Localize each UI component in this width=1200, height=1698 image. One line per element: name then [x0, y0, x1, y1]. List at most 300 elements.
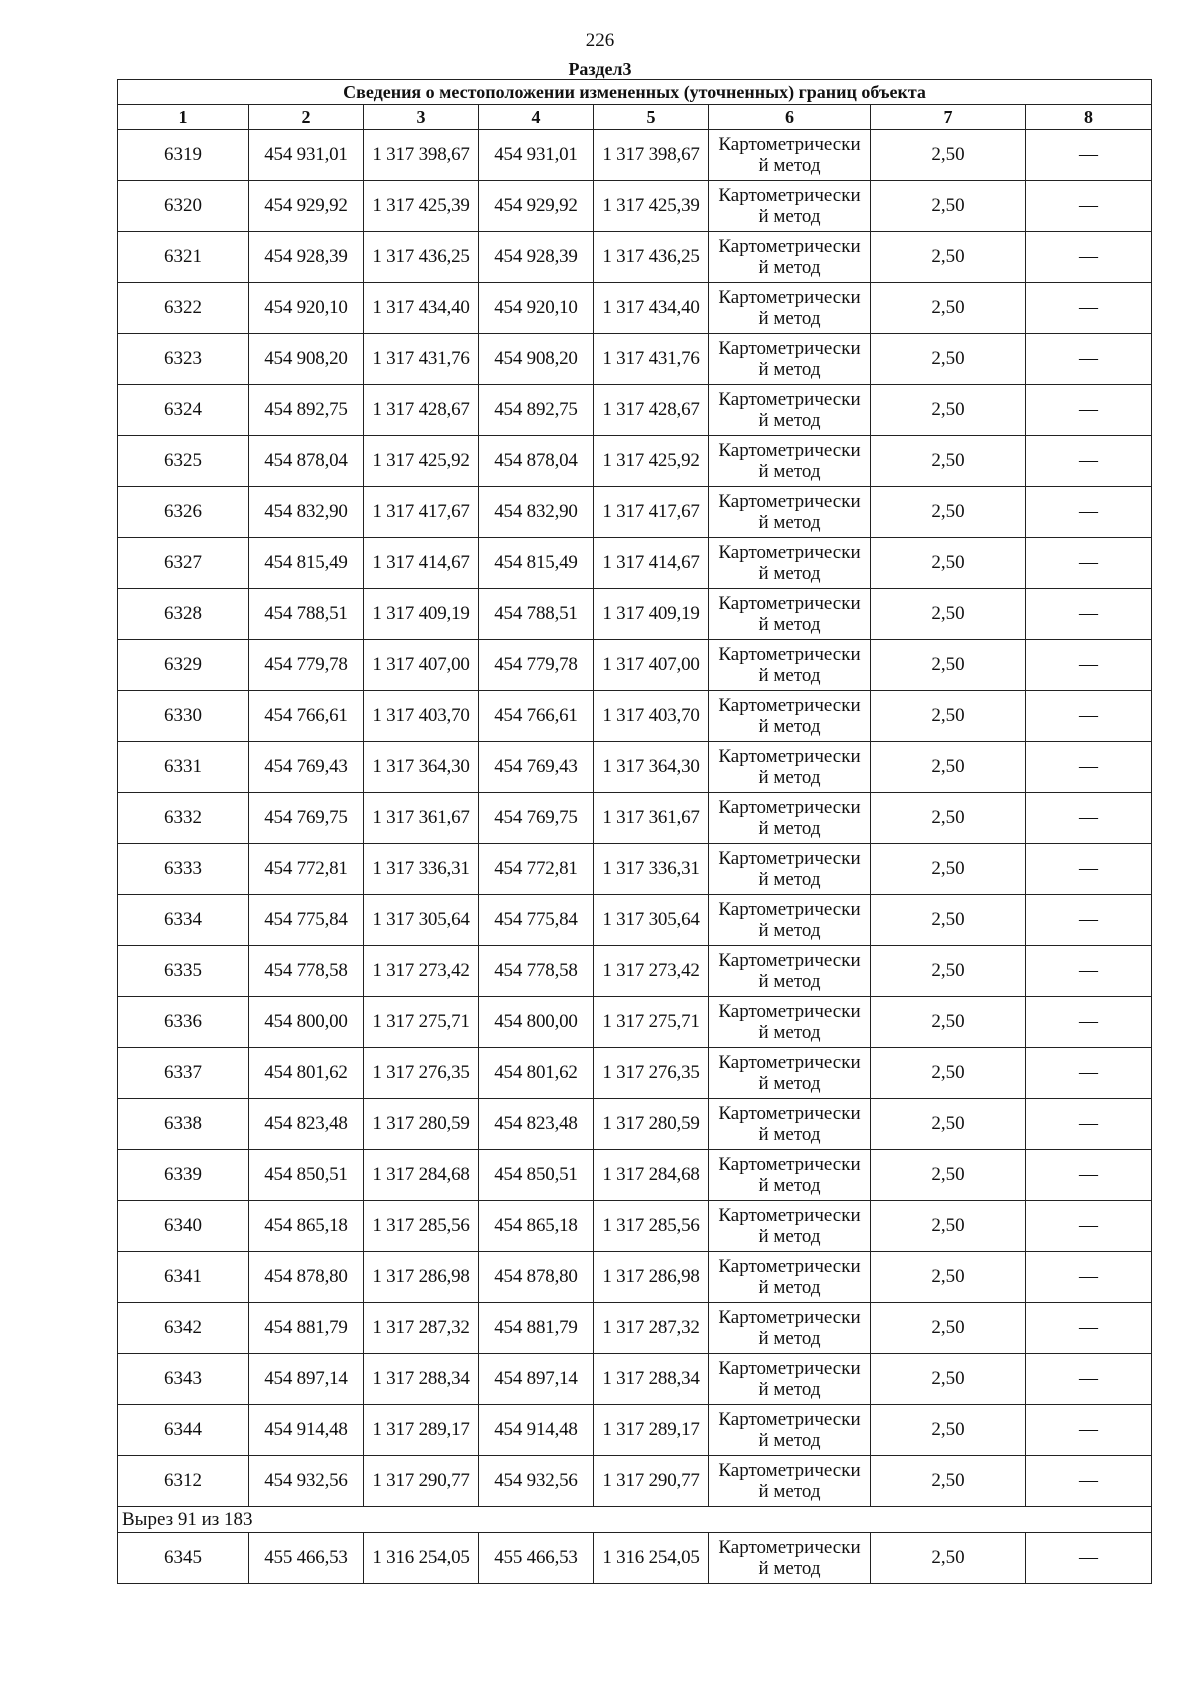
table-row [118, 1252, 1152, 1303]
method-line-1: Картометрически [718, 1205, 861, 1226]
method-line-1: Картометрически [718, 542, 861, 563]
y-old-cell: 1 317 284,68 [364, 1150, 479, 1201]
method-cell [709, 1252, 871, 1303]
table-row [118, 1303, 1152, 1354]
point-number: 6337 [118, 1048, 249, 1099]
method-cell [709, 1405, 871, 1456]
x-new-cell: 454 832,90 [479, 487, 594, 538]
y-old-cell: 1 317 417,67 [364, 487, 479, 538]
point-number: 6330 [118, 691, 249, 742]
accuracy-cell: 2,50 [871, 844, 1026, 895]
x-new-cell: 454 850,51 [479, 1150, 594, 1201]
method-line-1: Картометрически [718, 695, 861, 716]
accuracy-cell: 2,50 [871, 691, 1026, 742]
accuracy-cell: 2,50 [871, 742, 1026, 793]
x-old-cell: 454 823,48 [249, 1099, 364, 1150]
x-new-cell: 454 929,92 [479, 181, 594, 232]
point-number: 6332 [118, 793, 249, 844]
accuracy-cell: 2,50 [871, 130, 1026, 181]
table-row [118, 1201, 1152, 1252]
method-line-1: Картометрически [718, 1103, 861, 1124]
method-cell [709, 1354, 871, 1405]
method-line-2: й метод [758, 614, 821, 635]
point-number: 6336 [118, 997, 249, 1048]
y-new-cell: 1 317 289,17 [594, 1405, 709, 1456]
method-cell [709, 1048, 871, 1099]
x-new-cell: 454 932,56 [479, 1456, 594, 1507]
table-row [118, 1354, 1152, 1405]
extra-cell: — [1026, 385, 1152, 436]
y-new-cell: 1 317 425,92 [594, 436, 709, 487]
accuracy-cell: 2,50 [871, 895, 1026, 946]
accuracy-cell: 2,50 [871, 283, 1026, 334]
method-line-1: Картометрически [718, 338, 861, 359]
y-new-cell: 1 317 305,64 [594, 895, 709, 946]
method-cell [709, 844, 871, 895]
method-line-2: й метод [758, 461, 821, 482]
extra-cell: — [1026, 130, 1152, 181]
x-new-cell: 455 466,53 [479, 1533, 594, 1584]
extra-cell: — [1026, 1201, 1152, 1252]
table-row [118, 181, 1152, 232]
x-new-cell: 454 914,48 [479, 1405, 594, 1456]
table-row [118, 436, 1152, 487]
y-old-cell: 1 317 290,77 [364, 1456, 479, 1507]
method-cell [709, 1303, 871, 1354]
x-new-cell: 454 772,81 [479, 844, 594, 895]
x-old-cell: 454 865,18 [249, 1201, 364, 1252]
x-new-cell: 454 878,04 [479, 436, 594, 487]
x-old-cell: 454 897,14 [249, 1354, 364, 1405]
table-row [118, 538, 1152, 589]
extra-cell: — [1026, 742, 1152, 793]
method-cell [709, 997, 871, 1048]
y-old-cell: 1 317 275,71 [364, 997, 479, 1048]
point-number: 6341 [118, 1252, 249, 1303]
method-line-1: Картометрически [718, 1460, 861, 1481]
x-old-cell: 454 800,00 [249, 997, 364, 1048]
point-number: 6320 [118, 181, 249, 232]
method-line-1: Картометрически [718, 185, 861, 206]
method-line-2: й метод [758, 257, 821, 278]
column-number: 3 [364, 105, 479, 130]
method-line-1: Картометрически [718, 440, 861, 461]
method-cell [709, 334, 871, 385]
table-row [118, 997, 1152, 1048]
method-cell [709, 1201, 871, 1252]
column-number: 4 [479, 105, 594, 130]
table-row [118, 232, 1152, 283]
method-line-1: Картометрически [718, 134, 861, 155]
y-old-cell: 1 317 398,67 [364, 130, 479, 181]
x-new-cell: 454 931,01 [479, 130, 594, 181]
x-old-cell: 454 881,79 [249, 1303, 364, 1354]
x-old-cell: 454 766,61 [249, 691, 364, 742]
y-new-cell: 1 317 290,77 [594, 1456, 709, 1507]
x-new-cell: 454 865,18 [479, 1201, 594, 1252]
y-old-cell: 1 317 409,19 [364, 589, 479, 640]
extra-cell: — [1026, 946, 1152, 997]
y-old-cell: 1 317 407,00 [364, 640, 479, 691]
point-number: 6342 [118, 1303, 249, 1354]
method-line-2: й метод [758, 818, 821, 839]
y-new-cell: 1 317 398,67 [594, 130, 709, 181]
y-old-cell: 1 317 280,59 [364, 1099, 479, 1150]
extra-cell: — [1026, 1533, 1152, 1584]
accuracy-cell: 2,50 [871, 1150, 1026, 1201]
extra-cell: — [1026, 1354, 1152, 1405]
y-old-cell: 1 317 434,40 [364, 283, 479, 334]
column-number-row [118, 105, 1152, 130]
point-number: 6323 [118, 334, 249, 385]
y-new-cell: 1 317 431,76 [594, 334, 709, 385]
x-old-cell: 455 466,53 [249, 1533, 364, 1584]
method-cell [709, 1456, 871, 1507]
x-old-cell: 454 850,51 [249, 1150, 364, 1201]
accuracy-cell: 2,50 [871, 334, 1026, 385]
table-row [118, 844, 1152, 895]
column-number: 1 [118, 105, 249, 130]
method-cell [709, 691, 871, 742]
method-line-2: й метод [758, 1481, 821, 1502]
y-new-cell: 1 317 276,35 [594, 1048, 709, 1099]
column-number: 6 [709, 105, 871, 130]
point-number: 6344 [118, 1405, 249, 1456]
extra-cell: — [1026, 487, 1152, 538]
method-line-2: й метод [758, 1328, 821, 1349]
column-number: 5 [594, 105, 709, 130]
method-line-2: й метод [758, 1430, 821, 1451]
method-cell [709, 946, 871, 997]
y-new-cell: 1 317 284,68 [594, 1150, 709, 1201]
point-number: 6331 [118, 742, 249, 793]
x-new-cell: 454 801,62 [479, 1048, 594, 1099]
extra-cell: — [1026, 589, 1152, 640]
x-old-cell: 454 788,51 [249, 589, 364, 640]
extra-cell: — [1026, 844, 1152, 895]
table-row [118, 1533, 1152, 1584]
point-number: 6321 [118, 232, 249, 283]
y-old-cell: 1 317 288,34 [364, 1354, 479, 1405]
y-old-cell: 1 317 276,35 [364, 1048, 479, 1099]
method-line-2: й метод [758, 665, 821, 686]
table-row [118, 1150, 1152, 1201]
accuracy-cell: 2,50 [871, 385, 1026, 436]
table-row [118, 334, 1152, 385]
accuracy-cell: 2,50 [871, 181, 1026, 232]
x-new-cell: 454 823,48 [479, 1099, 594, 1150]
method-line-2: й метод [758, 1379, 821, 1400]
accuracy-cell: 2,50 [871, 1201, 1026, 1252]
method-line-1: Картометрически [718, 950, 861, 971]
method-cell [709, 436, 871, 487]
y-new-cell: 1 316 254,05 [594, 1533, 709, 1584]
method-line-2: й метод [758, 1073, 821, 1094]
method-cell [709, 1150, 871, 1201]
column-number: 8 [1026, 105, 1152, 130]
cut-separator-row [118, 1507, 1152, 1533]
accuracy-cell: 2,50 [871, 1533, 1026, 1584]
column-number: 7 [871, 105, 1026, 130]
page-number: 226 [585, 30, 615, 51]
x-new-cell: 454 778,58 [479, 946, 594, 997]
x-old-cell: 454 920,10 [249, 283, 364, 334]
x-old-cell: 454 775,84 [249, 895, 364, 946]
method-cell [709, 793, 871, 844]
extra-cell: — [1026, 1048, 1152, 1099]
point-number: 6327 [118, 538, 249, 589]
column-number: 2 [249, 105, 364, 130]
extra-cell: — [1026, 691, 1152, 742]
method-cell [709, 640, 871, 691]
x-old-cell: 454 931,01 [249, 130, 364, 181]
y-new-cell: 1 317 434,40 [594, 283, 709, 334]
method-cell [709, 538, 871, 589]
method-line-1: Картометрически [718, 1154, 861, 1175]
x-new-cell: 454 908,20 [479, 334, 594, 385]
accuracy-cell: 2,50 [871, 640, 1026, 691]
y-new-cell: 1 317 409,19 [594, 589, 709, 640]
table-row [118, 793, 1152, 844]
method-cell [709, 895, 871, 946]
extra-cell: — [1026, 997, 1152, 1048]
y-old-cell: 1 317 436,25 [364, 232, 479, 283]
y-old-cell: 1 316 254,05 [364, 1533, 479, 1584]
y-new-cell: 1 317 364,30 [594, 742, 709, 793]
y-old-cell: 1 317 361,67 [364, 793, 479, 844]
point-number: 6339 [118, 1150, 249, 1201]
x-old-cell: 454 772,81 [249, 844, 364, 895]
table-row [118, 487, 1152, 538]
x-new-cell: 454 788,51 [479, 589, 594, 640]
accuracy-cell: 2,50 [871, 589, 1026, 640]
y-old-cell: 1 317 285,56 [364, 1201, 479, 1252]
accuracy-cell: 2,50 [871, 793, 1026, 844]
method-line-2: й метод [758, 920, 821, 941]
method-line-1: Картометрически [718, 797, 861, 818]
point-number: 6312 [118, 1456, 249, 1507]
method-line-2: й метод [758, 563, 821, 584]
x-new-cell: 454 769,75 [479, 793, 594, 844]
y-old-cell: 1 317 425,92 [364, 436, 479, 487]
extra-cell: — [1026, 538, 1152, 589]
accuracy-cell: 2,50 [871, 1354, 1026, 1405]
y-new-cell: 1 317 403,70 [594, 691, 709, 742]
y-new-cell: 1 317 407,00 [594, 640, 709, 691]
y-new-cell: 1 317 425,39 [594, 181, 709, 232]
point-number: 6329 [118, 640, 249, 691]
method-line-1: Картометрически [718, 848, 861, 869]
point-number: 6343 [118, 1354, 249, 1405]
x-old-cell: 454 878,04 [249, 436, 364, 487]
extra-cell: — [1026, 283, 1152, 334]
x-new-cell: 454 892,75 [479, 385, 594, 436]
table-caption: Сведения о местоположении измененных (уточненных) границ объекта [118, 80, 1152, 105]
table-row [118, 1048, 1152, 1099]
extra-cell: — [1026, 1252, 1152, 1303]
extra-cell: — [1026, 895, 1152, 946]
method-cell [709, 130, 871, 181]
method-line-1: Картометрически [718, 1001, 861, 1022]
x-new-cell: 454 766,61 [479, 691, 594, 742]
y-new-cell: 1 317 273,42 [594, 946, 709, 997]
point-number: 6324 [118, 385, 249, 436]
accuracy-cell: 2,50 [871, 946, 1026, 997]
method-cell [709, 589, 871, 640]
coordinates-table [117, 79, 1152, 1584]
method-line-2: й метод [758, 1558, 821, 1579]
method-line-1: Картометрически [718, 1256, 861, 1277]
y-new-cell: 1 317 414,67 [594, 538, 709, 589]
x-new-cell: 454 928,39 [479, 232, 594, 283]
accuracy-cell: 2,50 [871, 1303, 1026, 1354]
method-line-2: й метод [758, 1124, 821, 1145]
x-new-cell: 454 897,14 [479, 1354, 594, 1405]
y-new-cell: 1 317 280,59 [594, 1099, 709, 1150]
y-old-cell: 1 317 431,76 [364, 334, 479, 385]
y-new-cell: 1 317 361,67 [594, 793, 709, 844]
x-old-cell: 454 908,20 [249, 334, 364, 385]
y-old-cell: 1 317 336,31 [364, 844, 479, 895]
extra-cell: — [1026, 1150, 1152, 1201]
y-new-cell: 1 317 287,32 [594, 1303, 709, 1354]
accuracy-cell: 2,50 [871, 1099, 1026, 1150]
method-line-1: Картометрически [718, 1409, 861, 1430]
method-line-2: й метод [758, 869, 821, 890]
method-line-1: Картометрически [718, 593, 861, 614]
y-new-cell: 1 317 286,98 [594, 1252, 709, 1303]
extra-cell: — [1026, 1405, 1152, 1456]
y-old-cell: 1 317 305,64 [364, 895, 479, 946]
accuracy-cell: 2,50 [871, 1456, 1026, 1507]
method-line-2: й метод [758, 206, 821, 227]
table-row [118, 1456, 1152, 1507]
point-number: 6338 [118, 1099, 249, 1150]
method-cell [709, 181, 871, 232]
y-old-cell: 1 317 289,17 [364, 1405, 479, 1456]
cut-label: Вырез 91 из 183 [118, 1507, 1152, 1533]
x-new-cell: 454 881,79 [479, 1303, 594, 1354]
x-new-cell: 454 800,00 [479, 997, 594, 1048]
x-new-cell: 454 775,84 [479, 895, 594, 946]
method-line-2: й метод [758, 410, 821, 431]
point-number: 6322 [118, 283, 249, 334]
x-old-cell: 454 778,58 [249, 946, 364, 997]
accuracy-cell: 2,50 [871, 232, 1026, 283]
table-row [118, 589, 1152, 640]
method-line-2: й метод [758, 1022, 821, 1043]
section-title: Раздел3 [568, 59, 632, 79]
method-cell [709, 1099, 871, 1150]
method-line-1: Картометрически [718, 287, 861, 308]
x-new-cell: 454 769,43 [479, 742, 594, 793]
y-old-cell: 1 317 286,98 [364, 1252, 479, 1303]
method-cell [709, 1533, 871, 1584]
x-old-cell: 454 769,75 [249, 793, 364, 844]
table-row [118, 130, 1152, 181]
x-old-cell: 454 928,39 [249, 232, 364, 283]
accuracy-cell: 2,50 [871, 436, 1026, 487]
method-line-2: й метод [758, 716, 821, 737]
x-old-cell: 454 914,48 [249, 1405, 364, 1456]
point-number: 6325 [118, 436, 249, 487]
method-line-2: й метод [758, 1226, 821, 1247]
method-cell [709, 232, 871, 283]
x-old-cell: 454 832,90 [249, 487, 364, 538]
accuracy-cell: 2,50 [871, 1252, 1026, 1303]
method-line-1: Картометрически [718, 1052, 861, 1073]
x-old-cell: 454 801,62 [249, 1048, 364, 1099]
method-line-1: Картометрически [718, 236, 861, 257]
method-line-2: й метод [758, 971, 821, 992]
y-new-cell: 1 317 428,67 [594, 385, 709, 436]
x-old-cell: 454 929,92 [249, 181, 364, 232]
method-line-2: й метод [758, 512, 821, 533]
method-line-1: Картометрически [718, 644, 861, 665]
accuracy-cell: 2,50 [871, 997, 1026, 1048]
x-old-cell: 454 932,56 [249, 1456, 364, 1507]
point-number: 6333 [118, 844, 249, 895]
extra-cell: — [1026, 334, 1152, 385]
accuracy-cell: 2,50 [871, 1048, 1026, 1099]
x-old-cell: 454 779,78 [249, 640, 364, 691]
method-line-2: й метод [758, 308, 821, 329]
point-number: 6340 [118, 1201, 249, 1252]
method-line-1: Картометрически [718, 1307, 861, 1328]
extra-cell: — [1026, 232, 1152, 283]
point-number: 6335 [118, 946, 249, 997]
table-row [118, 742, 1152, 793]
x-old-cell: 454 815,49 [249, 538, 364, 589]
method-line-1: Картометрически [718, 1358, 861, 1379]
y-old-cell: 1 317 414,67 [364, 538, 479, 589]
x-old-cell: 454 878,80 [249, 1252, 364, 1303]
method-line-2: й метод [758, 1277, 821, 1298]
method-line-2: й метод [758, 359, 821, 380]
table-row [118, 895, 1152, 946]
y-old-cell: 1 317 428,67 [364, 385, 479, 436]
table-row [118, 385, 1152, 436]
x-new-cell: 454 815,49 [479, 538, 594, 589]
y-new-cell: 1 317 436,25 [594, 232, 709, 283]
x-new-cell: 454 779,78 [479, 640, 594, 691]
y-new-cell: 1 317 417,67 [594, 487, 709, 538]
table-row [118, 283, 1152, 334]
extra-cell: — [1026, 1303, 1152, 1354]
table-row [118, 1405, 1152, 1456]
method-line-1: Картометрически [718, 491, 861, 512]
method-cell [709, 385, 871, 436]
y-old-cell: 1 317 425,39 [364, 181, 479, 232]
extra-cell: — [1026, 181, 1152, 232]
y-old-cell: 1 317 287,32 [364, 1303, 479, 1354]
method-cell [709, 283, 871, 334]
extra-cell: — [1026, 640, 1152, 691]
accuracy-cell: 2,50 [871, 1405, 1026, 1456]
method-cell [709, 487, 871, 538]
y-old-cell: 1 317 403,70 [364, 691, 479, 742]
y-new-cell: 1 317 275,71 [594, 997, 709, 1048]
extra-cell: — [1026, 436, 1152, 487]
y-old-cell: 1 317 364,30 [364, 742, 479, 793]
method-line-1: Картометрически [718, 1537, 861, 1558]
point-number: 6345 [118, 1533, 249, 1584]
method-line-2: й метод [758, 767, 821, 788]
y-new-cell: 1 317 288,34 [594, 1354, 709, 1405]
table-row [118, 1099, 1152, 1150]
method-cell [709, 742, 871, 793]
method-line-2: й метод [758, 155, 821, 176]
